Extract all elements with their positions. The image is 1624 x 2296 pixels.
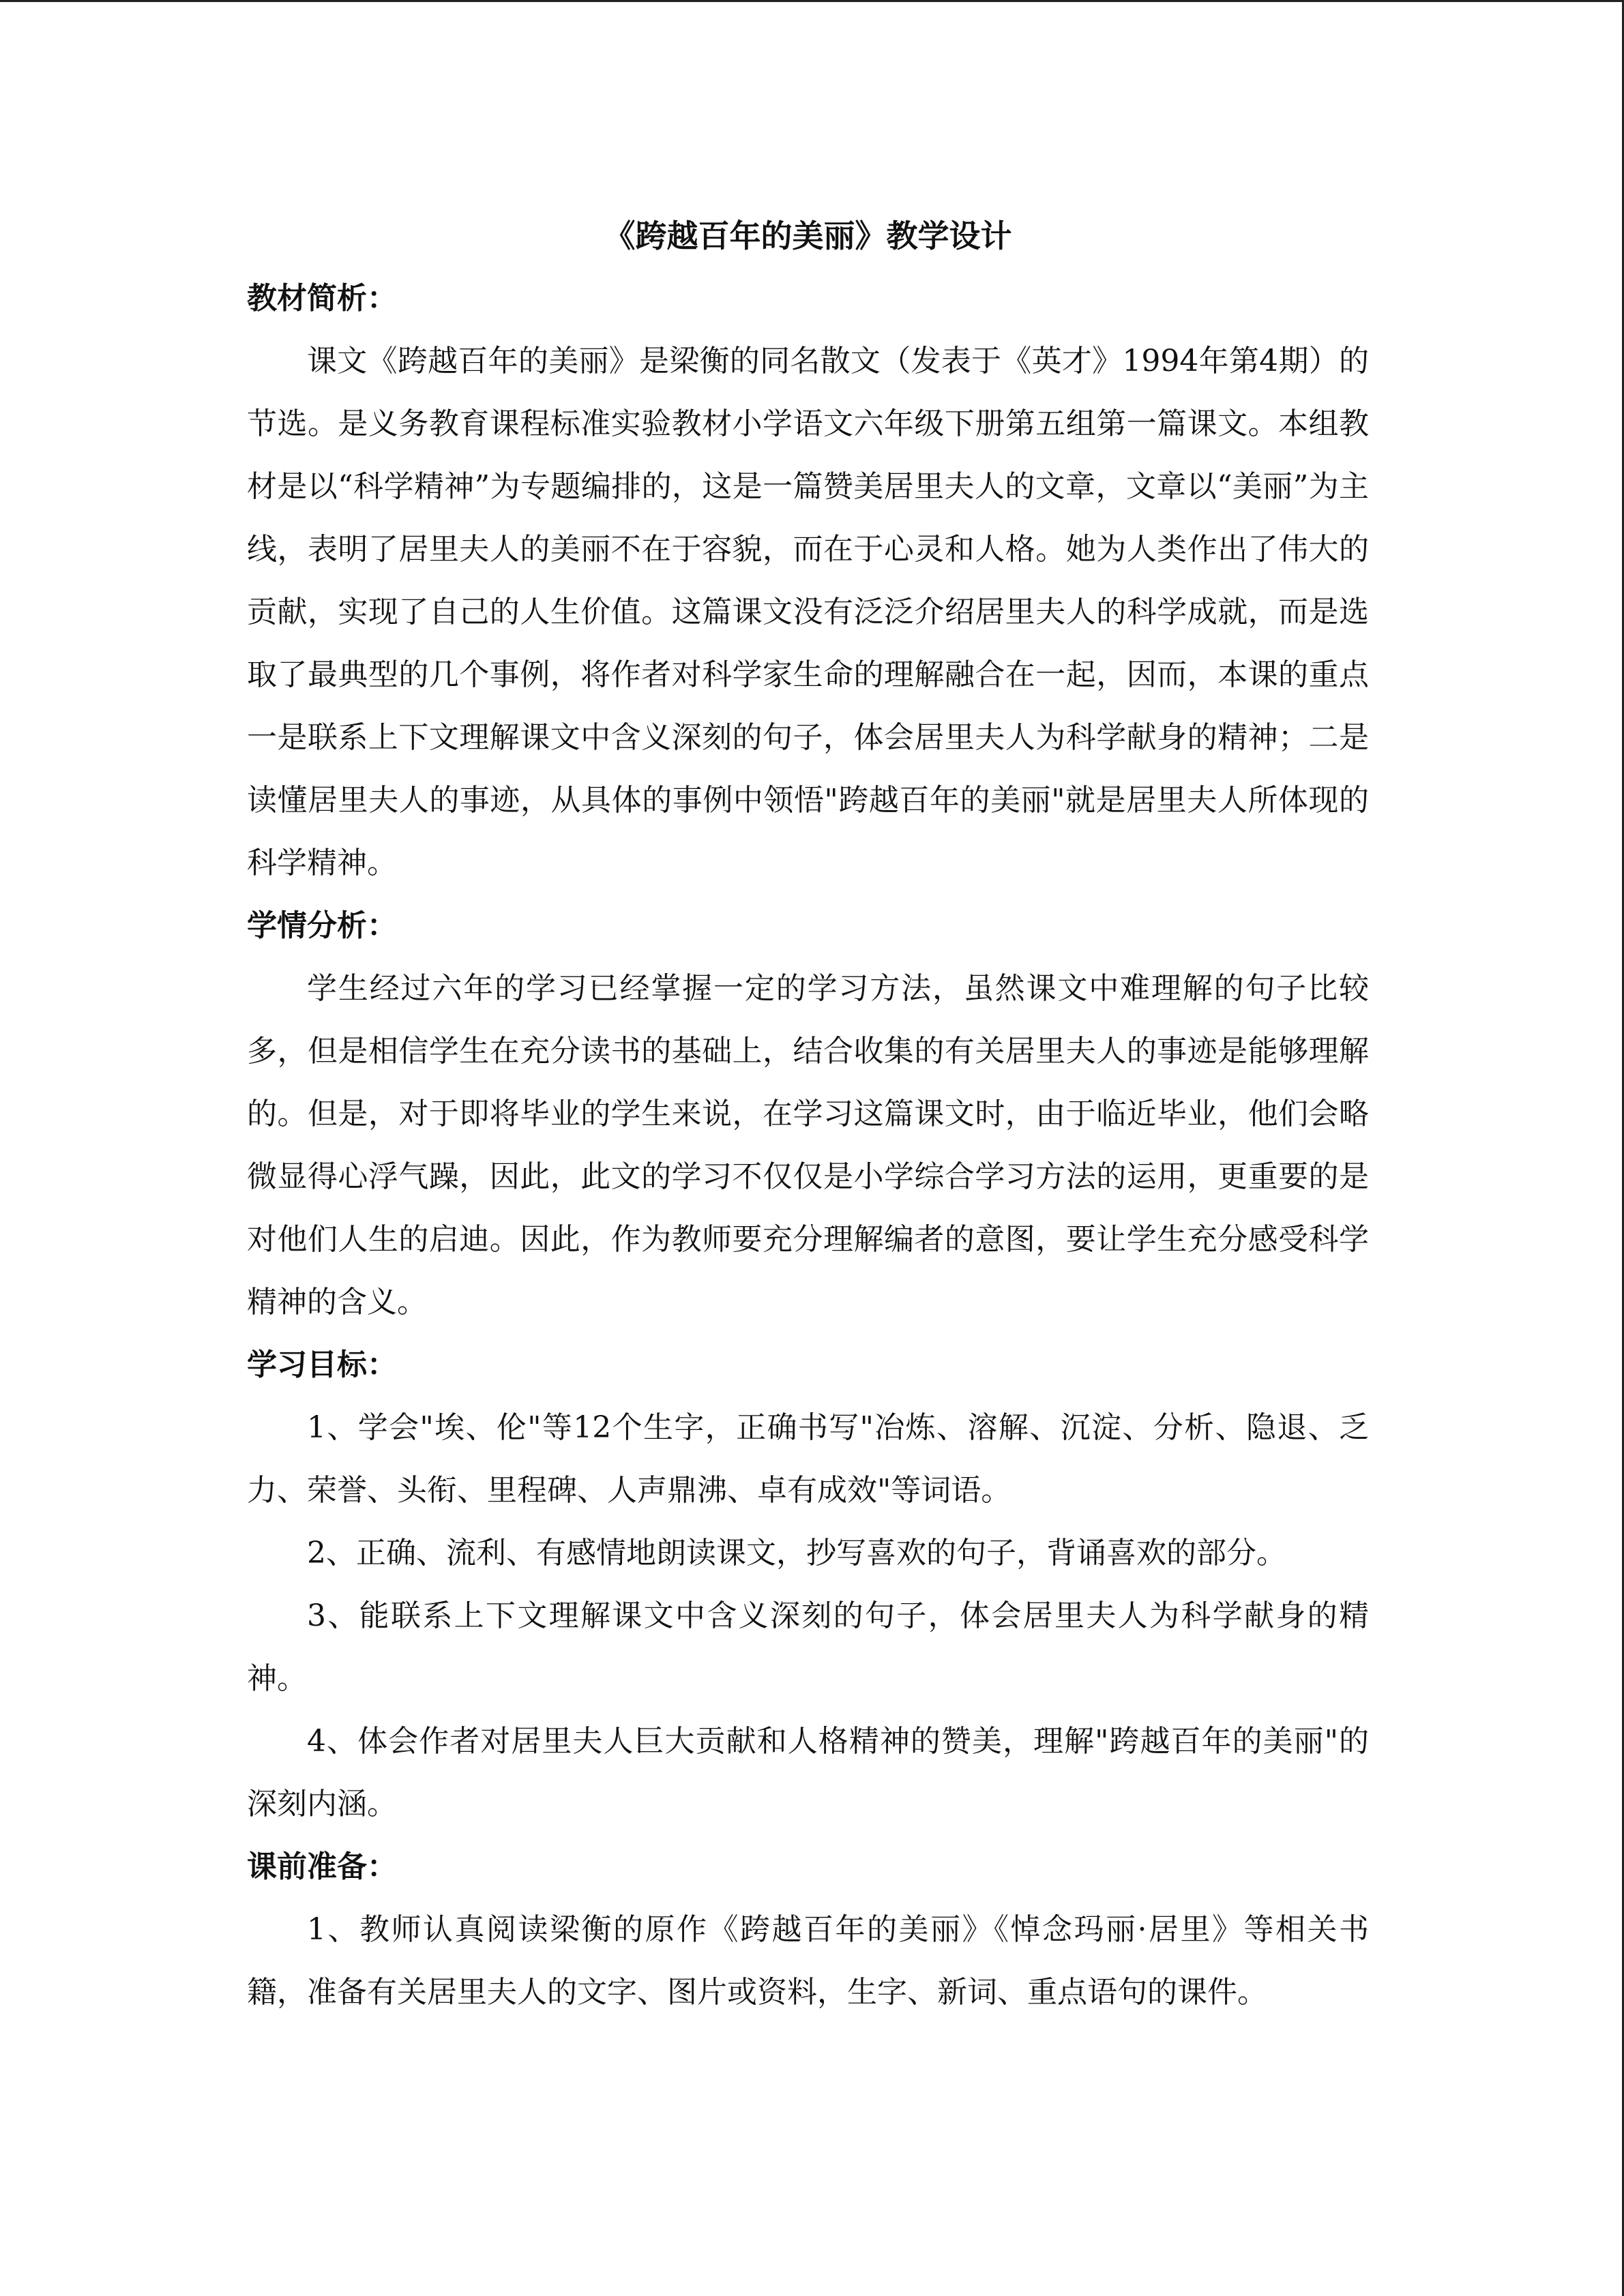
goal-item: 2、正确、流利、有感情地朗读课文，抄写喜欢的句子，背诵喜欢的部分。 <box>307 1536 1286 1570</box>
preparation-item: 1、教师认真阅读梁衡的原作《跨越百年的美丽》《悼念玛丽·居里》等相关书籍，准备有关居里夫人的文字、图片或资料，生字、新词、重点语句的课件。 <box>247 1912 1369 2010</box>
document-title: 《跨越百年的美丽》教学设计 <box>604 218 1012 254</box>
section-heading: 教材简析： <box>247 281 397 316</box>
document-body <box>247 205 1369 2024</box>
goal-item: 1、学会"埃、伦"等12个生字，正确书写"冶炼、溶解、沉淀、分析、隐退、乏力、荣誉、头衔、里程碑、人声鼎沸、卓有成效"等词语。 <box>247 1410 1369 1508</box>
section-textbook-analysis <box>247 267 1369 895</box>
paragraph: 课文《跨越百年的美丽》是梁衡的同名散文（发表于《英才》1994年第4期）的节选。是义务教育课程标准实验教材小学语文六年级下册第五组第一篇课文。本组教材是以“科学精神”为专题编排的，这是一篇赞美居里夫人的文章，文章以“美丽”为主线，表明了居里夫人的美丽不在于容貌，而在于心灵和人格。她为人类作出了伟大的贡献，实现了自己的人生价值。这篇课文没有泛泛介绍居里夫人的科学成就，而是选取了最典型的几个事例，将作者对科学家生命的理解融合在一起，因而，本课的重点一是联系上下文理解课文中含义深刻的句子，体会居里夫人为科学献身的精神；二是读懂居里夫人的事迹，从具体的事例中领悟"跨越百年的美丽"就是居里夫人所体现的科学精神。 <box>247 344 1369 880</box>
section-student-analysis <box>247 895 1369 1334</box>
section-heading: 学习目标： <box>247 1347 397 1382</box>
section-heading: 课前准备： <box>247 1849 397 1884</box>
section-heading: 学情分析： <box>247 908 397 943</box>
page-border-top <box>0 0 1624 2</box>
goal-item: 4、体会作者对居里夫人巨大贡献和人格精神的赞美，理解"跨越百年的美丽"的深刻内涵。 <box>247 1724 1369 1821</box>
goal-item: 3、能联系上下文理解课文中含义深刻的句子，体会居里夫人为科学献身的精神。 <box>247 1598 1369 1696</box>
paragraph: 学生经过六年的学习已经掌握一定的学习方法，虽然课文中难理解的句子比较多，但是相信学生在充分读书的基础上，结合收集的有关居里夫人的事迹是能够理解的。但是，对于即将毕业的学生来说，在学习这篇课文时，由于临近毕业，他们会略微显得心浮气躁，因此，此文的学习不仅仅是小学综合学习方法的运用，更重要的是对他们人生的启迪。因此，作为教师要充分理解编者的意图，要让学生充分感受科学精神的含义。 <box>247 971 1369 1320</box>
section-learning-goals <box>247 1334 1369 1836</box>
section-preparation <box>247 1836 1369 2024</box>
